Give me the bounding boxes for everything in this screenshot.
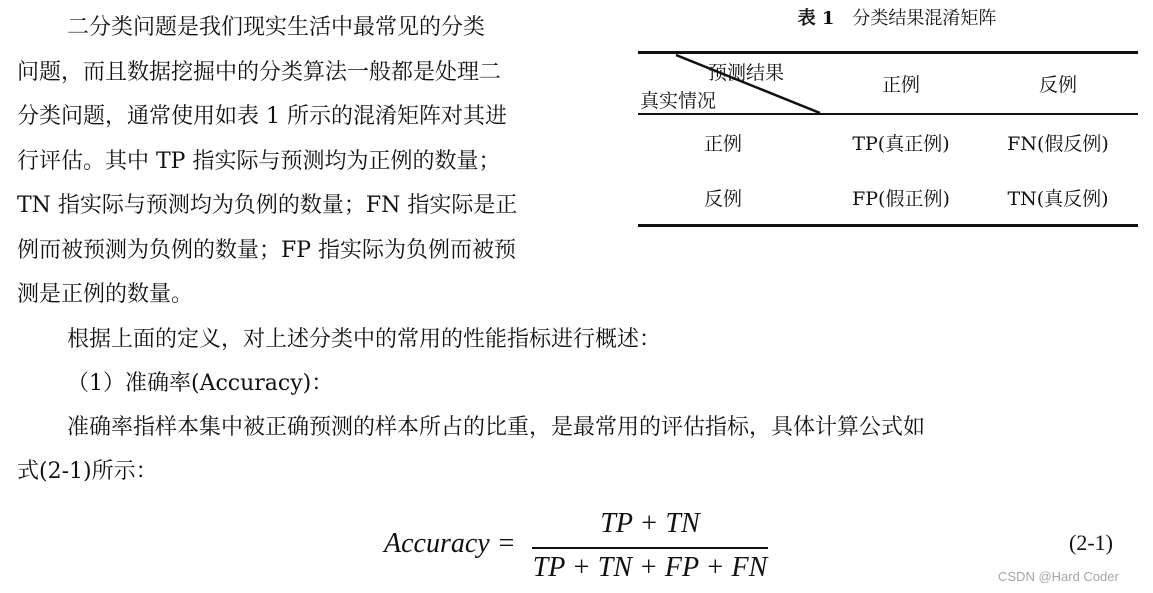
table-caption xyxy=(656,4,1138,34)
table-caption-title: 分类结果混淆矩阵 xyxy=(852,8,997,29)
formula-lhs: Accuracy = xyxy=(384,528,516,559)
body-line-accuracy-desc: 准确率指样本集中被正确预测的样本所占的比重，是最常用的评估指标，具体计算公式如 xyxy=(67,415,926,440)
column-header-negative: 反例 xyxy=(1038,74,1077,96)
table-caption-number: 表 1 xyxy=(797,8,835,29)
formula-numerator: TP + TN xyxy=(600,508,700,539)
body-line-formula-ref: 式(2-1)所示： xyxy=(17,459,158,484)
watermark: CSDN @Hard Coder xyxy=(998,569,1119,584)
intro-paragraph xyxy=(17,6,617,318)
table-mid-rule xyxy=(638,113,1138,115)
column-header-positive: 正例 xyxy=(881,74,920,96)
equation-number: (2-1) xyxy=(1069,530,1113,555)
intro-line: 行评估。其中 TP 指实际与预测均为正例的数量； xyxy=(17,148,501,174)
formula-fraction-bar xyxy=(532,547,768,549)
confusion-matrix-table xyxy=(638,4,1138,210)
intro-line: 分类问题，通常使用如表 1 所示的混淆矩阵对其进 xyxy=(17,104,507,129)
body-line-definition: 根据上面的定义，对上述分类中的常用的性能指标进行概述： xyxy=(67,327,662,352)
section-heading-accuracy: （1）准确率(Accuracy)： xyxy=(67,371,334,396)
intro-line-text: 二分类问题是我们现实生活中最常见的分类 xyxy=(67,15,486,40)
table-cell-fp: FP(假正例) xyxy=(852,188,950,210)
table-cell-fn: FN(假反例) xyxy=(1007,133,1109,155)
table-cell-tn: TN(真反例) xyxy=(1007,188,1109,210)
formula-denominator: TP + TN + FP + FN xyxy=(532,552,768,583)
intro-line: 问题，而且数据挖掘中的分类算法一般都是处理二 xyxy=(17,59,502,85)
header-predicted: 预测结果 xyxy=(708,62,785,84)
intro-line: TN 指实际与预测均为负例的数量；FN 指实际是正 xyxy=(17,193,518,218)
row-label-negative: 反例 xyxy=(703,188,742,210)
row-label-positive: 正例 xyxy=(703,133,742,155)
intro-line: 测是正例的数量。 xyxy=(17,282,194,307)
table-cell-tp: TP(真正例) xyxy=(852,133,950,155)
intro-line xyxy=(17,6,617,51)
intro-line: 例而被预测为负例的数量；FP 指实际为负例而被预 xyxy=(17,237,517,263)
table-bottom-rule xyxy=(638,224,1138,227)
accuracy-formula xyxy=(384,508,784,588)
header-actual: 真实情况 xyxy=(640,90,717,112)
